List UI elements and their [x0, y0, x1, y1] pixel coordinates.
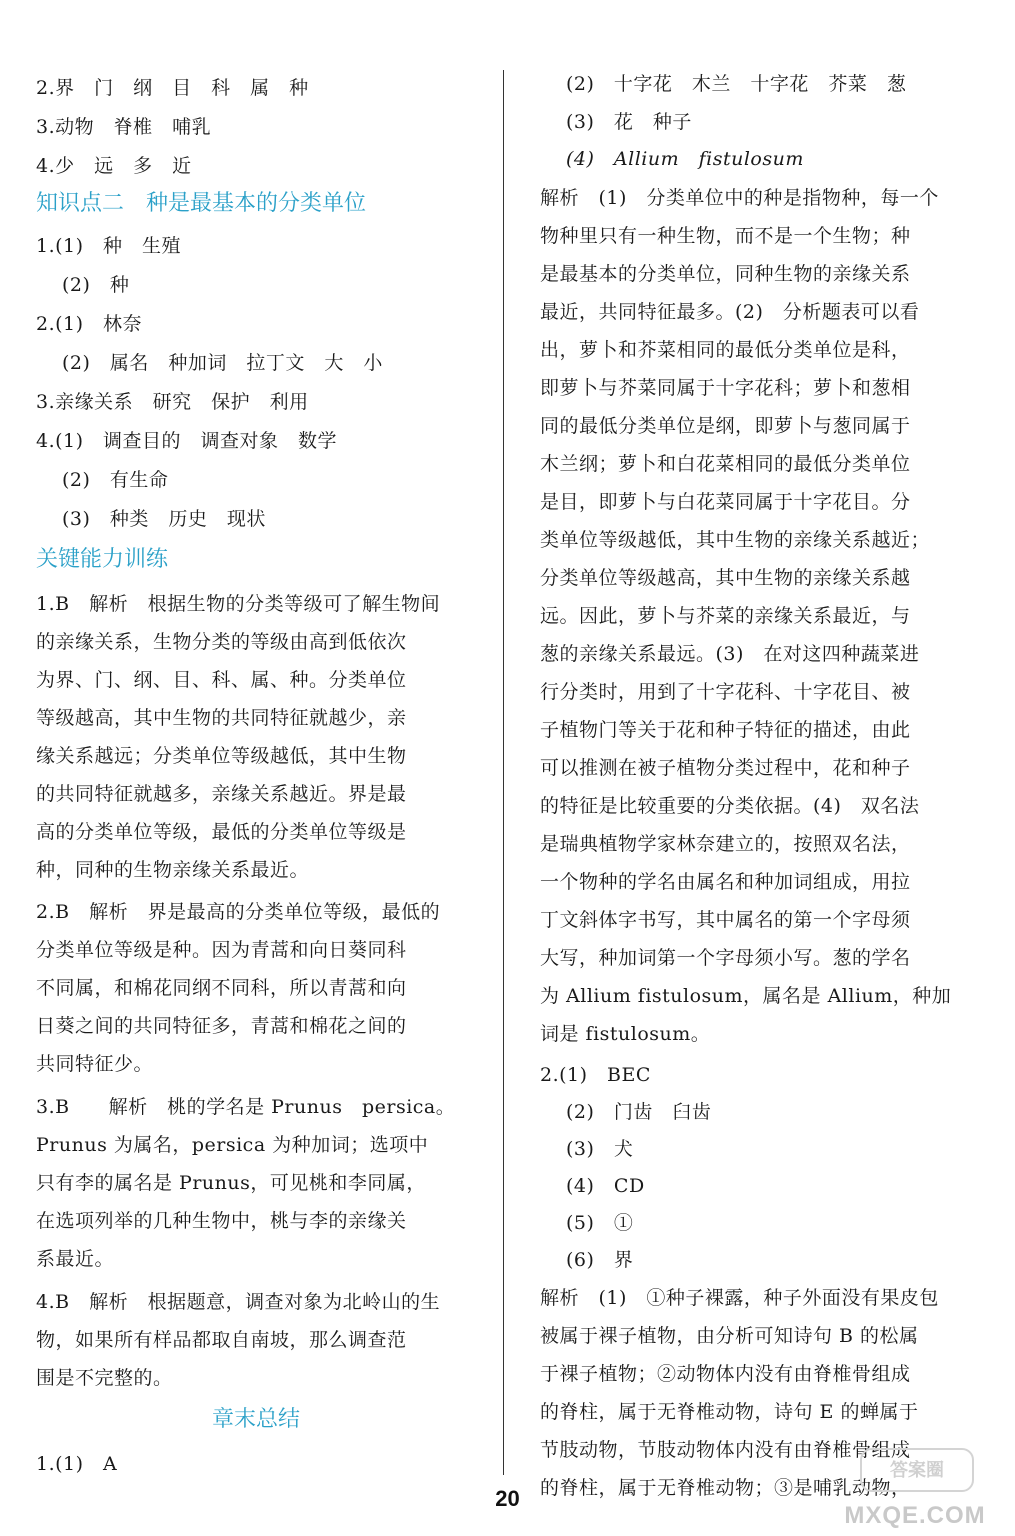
explanation-line: 葱的亲缘关系最远。(3) 在对这四种蔬菜进: [540, 643, 920, 665]
explanation-line: 为界、门、纲、目、科、属、种。分类单位: [36, 669, 407, 691]
answer-line: (6) 界: [566, 1249, 634, 1271]
answer-line: 3.动物 脊椎 哺乳: [36, 116, 212, 138]
explanation-line: 为 Allium fistulosum，属名是 Allium，种加: [540, 985, 952, 1007]
explanation-line: 只有李的属名是 Prunus，可见桃和李同属，: [36, 1172, 426, 1194]
answer-line: (2) 十字花 木兰 十字花 芥菜 葱: [566, 73, 907, 95]
explanation-line: 系最近。: [36, 1248, 115, 1270]
explanation-line: 是目，即萝卜与白花菜同属于十字花目。分: [540, 491, 911, 513]
section-heading: 章末总结: [211, 1407, 300, 1432]
explanation-line: 等级越高，其中生物的共同特征就越少，亲: [36, 707, 407, 729]
explanation-line: 的脊柱，属于无脊椎动物；③是哺乳动物，: [540, 1477, 911, 1499]
answer-line: (2) 门齿 臼齿: [566, 1101, 712, 1123]
explanation-line: 远。因此，萝卜与芥菜的亲缘关系最近，与: [540, 605, 911, 627]
explanation-line: 3.B 解析 桃的学名是 Prunus persica。: [36, 1096, 456, 1118]
explanation-line: 分类单位等级是种。因为青蒿和向日葵同科: [36, 939, 407, 961]
column-divider: [503, 70, 504, 1475]
explanation-line: 节肢动物，节肢动物体内没有由脊椎骨组成: [540, 1439, 911, 1461]
answer-line: (3) 种类 历史 现状: [62, 508, 266, 530]
page-number: 20: [495, 1486, 520, 1511]
answer-line: (4) CD: [566, 1175, 645, 1197]
watermark: [820, 1448, 1010, 1534]
explanation-line: 是最基本的分类单位，同种生物的亲缘关系: [540, 263, 911, 285]
explanation-line: 丁文斜体字书写，其中属名的第一个字母须: [540, 909, 911, 931]
explanation-line: 1.B 解析 根据生物的分类等级可了解生物间: [36, 593, 441, 615]
explanation-line: 是瑞典植物学家林奈建立的，按照双名法，: [540, 833, 911, 855]
watermark-logo: 答案圈: [860, 1448, 974, 1492]
explanation-line: 的特征是比较重要的分类依据。(4) 双名法: [540, 795, 920, 817]
answer-line: 1.(1) 种 生殖: [36, 235, 182, 257]
explanation-line: 2.B 解析 界是最高的分类单位等级，最低的: [36, 901, 441, 923]
explanation-line: 物种里只有一种生物，而不是一个生物；种: [540, 225, 911, 247]
answer-line: (3) 花 种子: [566, 111, 692, 133]
answer-line: 4.少 远 多 近: [36, 155, 192, 177]
explanation-line: 的亲缘关系，生物分类的等级由高到低依次: [36, 631, 407, 653]
answer-line: 1.(1) A: [36, 1453, 118, 1475]
answer-line: (2) 种: [62, 274, 130, 296]
explanation-line: 种，同种的生物亲缘关系最近。: [36, 859, 310, 881]
answer-line: (5) ①: [566, 1212, 634, 1234]
explanation-line: 解析 (1) ①种子裸露，种子外面没有果皮包: [540, 1287, 939, 1309]
explanation-line: 最近，共同特征最多。(2) 分析题表可以看: [540, 301, 920, 323]
explanation-line: 4.B 解析 根据题意，调查对象为北岭山的生: [36, 1291, 441, 1313]
explanation-line: 围是不完整的。: [36, 1367, 173, 1389]
explanation-line: 解析 (1) 分类单位中的种是指物种，每一个: [540, 187, 939, 209]
explanation-line: 分类单位等级越高，其中生物的亲缘关系越: [540, 567, 911, 589]
explanation-line: Prunus 为属名，persica 为种加词；选项中: [36, 1134, 429, 1156]
explanation-line: 高的分类单位等级，最低的分类单位等级是: [36, 821, 407, 843]
explanation-line: 行分类时，用到了十字花科、十字花目、被: [540, 681, 911, 703]
answer-line: (3) 犬: [566, 1138, 634, 1160]
section-heading: 知识点二 种是最基本的分类单位: [36, 191, 367, 216]
watermark-site: MXQE.COM: [844, 1502, 986, 1529]
explanation-line: 即萝卜与芥菜同属于十字花科；萝卜和葱相: [540, 377, 911, 399]
explanation-line: 物，如果所有样品都取自南坡，那么调查范: [36, 1329, 407, 1351]
explanation-line: 子植物门等关于花和种子特征的描述，由此: [540, 719, 911, 741]
answer-line: 4.(1) 调查目的 调查对象 数学: [36, 430, 338, 452]
answer-line: 2.(1) BEC: [540, 1064, 651, 1086]
section-heading: 关键能力训练: [36, 547, 169, 572]
explanation-line: 在选项列举的几种生物中，桃与李的亲缘关: [36, 1210, 407, 1232]
explanation-line: 的脊柱，属于无脊椎动物，诗句 E 的蝉属于: [540, 1401, 919, 1423]
explanation-line: 同的最低分类单位是纲，即萝卜与葱同属于: [540, 415, 911, 437]
explanation-line: 的共同特征就越多，亲缘关系越近。界是最: [36, 783, 407, 805]
explanation-line: 于裸子植物；②动物体内没有由脊椎骨组成: [540, 1363, 911, 1385]
explanation-line: 日葵之间的共同特征多，青蒿和棉花之间的: [36, 1015, 407, 1037]
explanation-line: 不同属，和棉花同纲不同科，所以青蒿和向: [36, 977, 407, 999]
explanation-line: 木兰纲；萝卜和白花菜相同的最低分类单位: [540, 453, 911, 475]
explanation-line: 词是 fistulosum。: [540, 1023, 711, 1045]
answer-line: 2.(1) 林奈: [36, 313, 143, 335]
explanation-line: 类单位等级越低，其中生物的亲缘关系越近；: [540, 529, 931, 551]
answer-line: 2.界 门 纲 目 科 属 种: [36, 77, 309, 99]
explanation-line: 共同特征少。: [36, 1053, 154, 1075]
explanation-line: 出，萝卜和芥菜相同的最低分类单位是科，: [540, 339, 911, 361]
explanation-line: 缘关系越远；分类单位等级越低，其中生物: [36, 745, 407, 767]
explanation-line: 大写，种加词第一个字母须小写。葱的学名: [540, 947, 911, 969]
answer-line: 3.亲缘关系 研究 保护 利用: [36, 391, 309, 413]
explanation-line: 一个物种的学名由属名和种加词组成，用拉: [540, 871, 911, 893]
explanation-line: 被属于裸子植物，由分析可知诗句 B 的松属: [540, 1325, 919, 1347]
answer-line: (2) 属名 种加词 拉丁文 大 小: [62, 352, 383, 374]
answer-line: (2) 有生命: [62, 469, 169, 491]
answer-line: (4) Allium fistulosum: [566, 148, 804, 170]
explanation-line: 可以推测在被子植物分类过程中，花和种子: [540, 757, 911, 779]
